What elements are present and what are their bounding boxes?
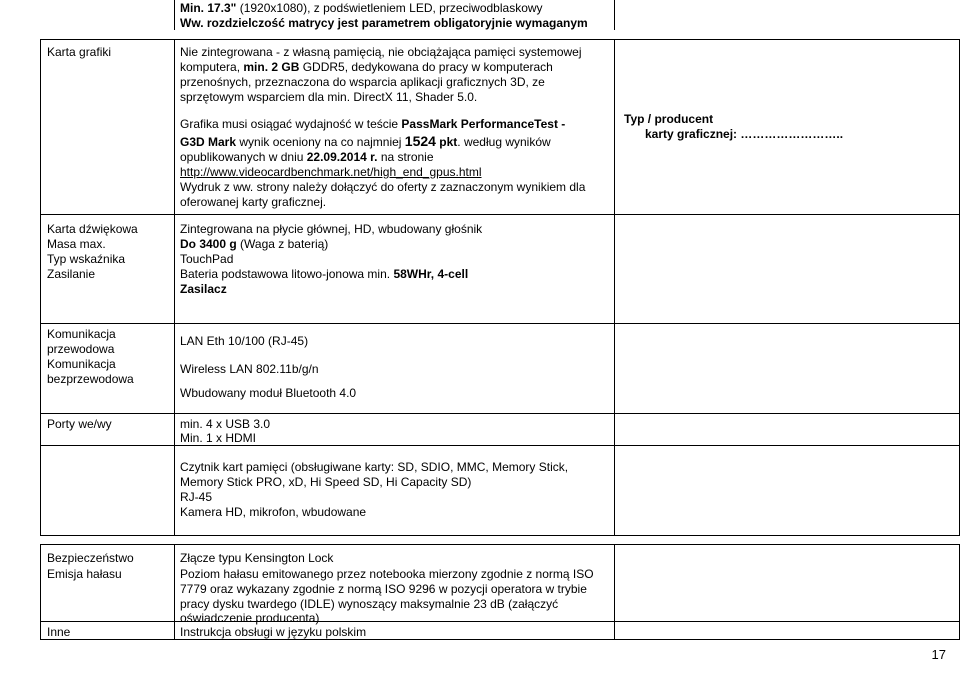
table-border: [614, 39, 615, 215]
ports-label: Porty we/wy: [47, 417, 112, 431]
benchmark-name: PassMark PerformanceTest -: [401, 117, 566, 131]
graphics-benchmark-line: [180, 134, 551, 149]
table-border: [614, 324, 615, 414]
graphics-desc-line: Nie zintegrowana - z własną pamięcią, nie obciążająca pamięci systemowej: [180, 45, 582, 59]
display-spec-bold: Min. 17.3": [180, 1, 237, 15]
table-border: [174, 39, 175, 215]
graphics-text: . według wyników: [457, 135, 551, 149]
table-border: [174, 414, 175, 446]
rj45-value: RJ-45: [180, 490, 213, 504]
graphics-text: Grafika musi osiągać wydajność w teście: [180, 117, 402, 131]
benchmark-date: 22.09.2014 r.: [306, 150, 378, 164]
table-border: [174, 214, 175, 324]
benchmark-name: G3D Mark: [180, 135, 237, 149]
specs-row-border: [40, 214, 960, 324]
security-label: Bezpieczeństwo: [47, 551, 134, 565]
noise-value: oświadczenie producenta): [180, 611, 320, 625]
mass-label: Masa max.: [47, 237, 106, 251]
graphics-benchmark-line: [180, 150, 434, 164]
other-label: Inne: [47, 625, 71, 639]
display-spec-line: [180, 1, 543, 15]
table-border: [614, 446, 615, 536]
table-border: [174, 446, 175, 536]
card-reader-value: Memory Stick PRO, xD, Hi Speed SD, Hi Capacity SD): [180, 475, 472, 489]
mass-note: (Waga z baterią): [236, 237, 329, 251]
wlan-value: Wireless LAN 802.11b/g/n: [180, 362, 319, 376]
graphics-text: komputera,: [180, 60, 244, 74]
benchmark-score: 1524: [404, 133, 436, 149]
security-value: Złącze typu Kensington Lock: [180, 551, 334, 565]
comm-label: bezprzewodowa: [47, 372, 134, 386]
noise-value: Poziom hałasu emitowanego przez notebooka mierzony zgodnie z normą ISO: [180, 567, 594, 581]
pointer-label: Typ wskaźnika: [47, 252, 126, 266]
graphics-desc-line: przenośnych, przeznaczona do wsparcia aplikacji graficznych 3D, ze: [180, 75, 545, 89]
table-border: [174, 544, 175, 640]
display-spec-rest: (1920x1080), z podświetleniem LED, przeciwodblaskowy: [236, 1, 543, 15]
bluetooth-value: Wbudowany moduł Bluetooth 4.0: [180, 386, 357, 400]
battery-capacity: 58WHr, 4-cell: [393, 267, 469, 281]
noise-label: Emisja hałasu: [47, 567, 122, 581]
table-border: [614, 0, 615, 30]
hdmi-value: Min. 1 x HDMI: [180, 431, 257, 445]
graphics-type-field[interactable]: karty graficznej: ……………………..: [645, 127, 844, 141]
camera-value: Kamera HD, mikrofon, wbudowane: [180, 505, 367, 519]
noise-value: pracy dysku twardego (IDLE) wynoszący maksymalnie 23 dB (załączyć: [180, 597, 559, 611]
benchmark-link[interactable]: http://www.videocardbenchmark.net/high_end_gpus.html: [180, 165, 482, 179]
page-number: 17: [931, 647, 946, 662]
table-border: [174, 324, 175, 414]
comm-label: przewodowa: [47, 342, 115, 356]
graphics-text: GDDR5, dedykowana do pracy w komputerach: [299, 60, 553, 74]
sound-value: Zintegrowana na płycie głównej, HD, wbudowany głośnik: [180, 222, 483, 236]
usb-value: min. 4 x USB 3.0: [180, 417, 271, 431]
table-border: [614, 214, 615, 324]
benchmark-unit: pkt: [435, 135, 458, 149]
mass-value: [180, 237, 328, 251]
comm-label: Komunikacja: [47, 357, 116, 371]
graphics-benchmark-line: Wydruk z ww. strony należy dołączyć do oferty z zaznaczonym wynikiem dla: [180, 180, 586, 194]
table-border: [40, 621, 960, 622]
table-border: [614, 414, 615, 446]
graphics-desc-line: sprzętowym wsparciem dla min. DirectX 11, Shader 5.0.: [180, 90, 478, 104]
graphics-text: wynik oceniony na co najmniej: [236, 135, 405, 149]
comm-row-border: [40, 324, 960, 414]
graphics-memory: min. 2 GB: [243, 60, 300, 74]
lan-value: LAN Eth 10/100 (RJ-45): [180, 334, 309, 348]
graphics-benchmark-line: [180, 117, 565, 131]
graphics-type-label: Typ / producent: [624, 112, 714, 126]
card-reader-value: Czytnik kart pamięci (obsługiwane karty: SD, SDIO, MMC, Memory Stick,: [180, 460, 569, 474]
graphics-text: na stronie: [377, 150, 434, 164]
mass-limit: Do 3400 g: [180, 237, 237, 251]
graphics-benchmark-line: oferowanej karty graficznej.: [180, 195, 327, 209]
table-border: [174, 0, 175, 30]
pointer-value: TouchPad: [180, 252, 234, 266]
graphics-label: Karta grafiki: [47, 45, 112, 59]
power-label: Zasilanie: [47, 267, 96, 281]
charger-value: Zasilacz: [180, 282, 227, 296]
display-requirement-note: Ww. rozdzielczość matrycy jest parametrem obligatoryjnie wymaganym: [180, 16, 588, 30]
table-border: [614, 544, 615, 640]
battery-text: Bateria podstawowa litowo-jonowa min.: [180, 267, 394, 281]
ports-row-border: [40, 414, 960, 446]
noise-value: 7779 oraz wykazany zgodnie z normą ISO 9296 w pozycji operatora w trybie: [180, 582, 587, 596]
comm-label: Komunikacja: [47, 327, 116, 341]
graphics-text: opublikowanych w dniu: [180, 150, 307, 164]
graphics-desc-line: [180, 60, 553, 74]
other-value: Instrukcja obsługi w języku polskim: [180, 625, 367, 639]
sound-label: Karta dźwiękowa: [47, 222, 138, 236]
power-value: [180, 267, 468, 281]
